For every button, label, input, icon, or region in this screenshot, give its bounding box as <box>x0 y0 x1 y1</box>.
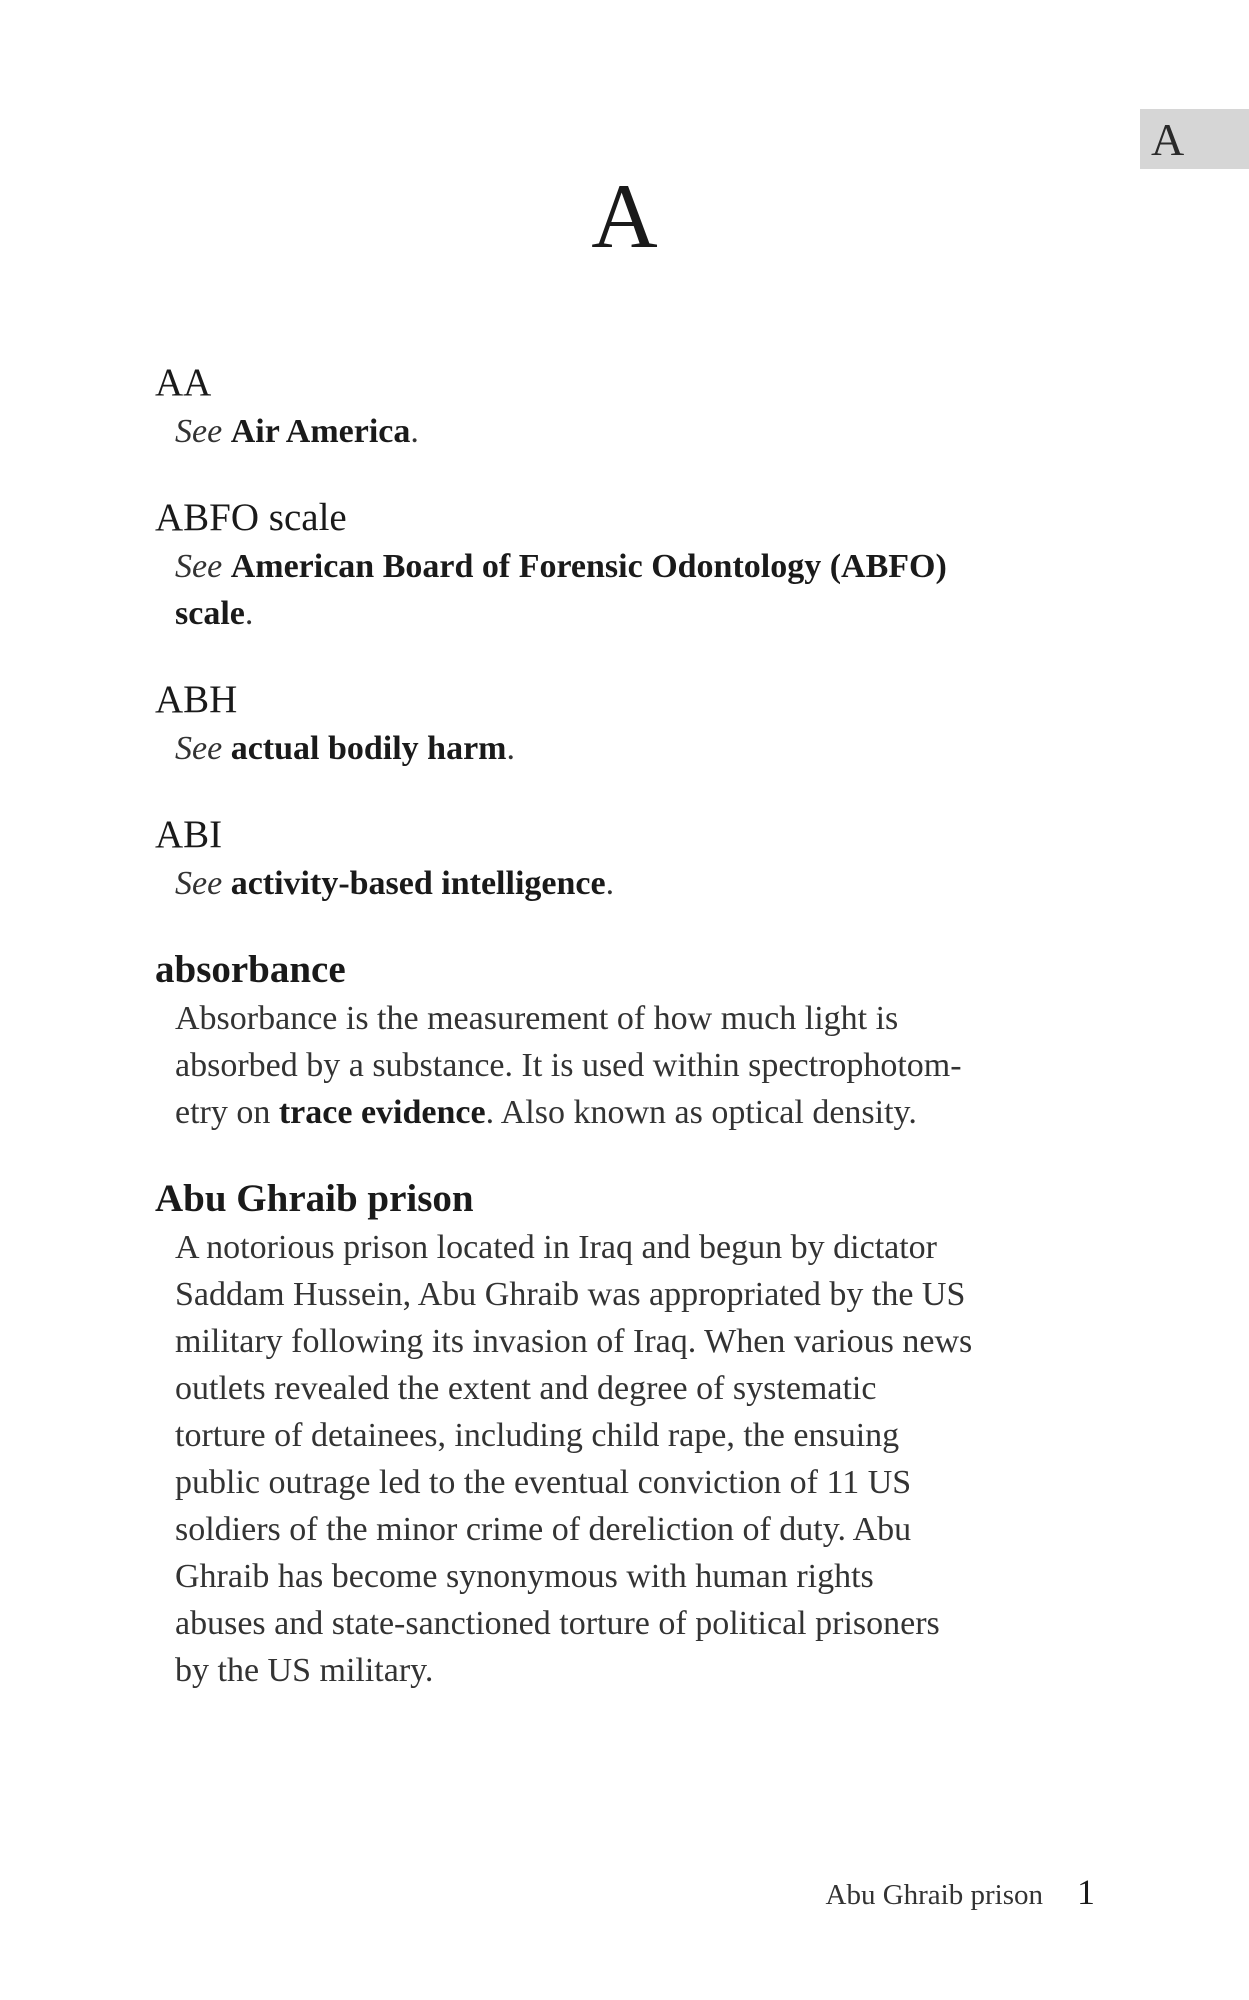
see-label: See <box>175 413 223 450</box>
definition-line: Saddam Hussein, Abu Ghraib was appropriated by the US <box>175 1276 966 1313</box>
definition-line <box>175 590 1105 637</box>
definition-line <box>175 1089 1105 1136</box>
entry-abi <box>155 810 1105 907</box>
cross-reference: American Board of Forensic Odontology (ABFO) <box>230 548 947 585</box>
cross-reference: Air America <box>230 413 411 450</box>
entry-headword: ABFO scale <box>155 496 347 539</box>
definition-line: by the US military. <box>175 1652 434 1689</box>
see-label: See <box>175 730 223 767</box>
page-number: 1 <box>1077 1872 1095 1912</box>
cross-reference: scale <box>175 595 245 632</box>
definition-line <box>175 543 1105 590</box>
entry-definition <box>175 1224 1105 1694</box>
see-label: See <box>175 548 223 585</box>
chapter-heading: A <box>591 165 658 267</box>
thumb-index-tab <box>1140 109 1249 169</box>
definition-line: Ghraib has become synonymous with human rights <box>175 1558 874 1595</box>
definition-line: public outrage led to the eventual conviction of 11 US <box>175 1464 912 1501</box>
definition-line: absorbed by a substance. It is used within spectrophotom- <box>175 1047 962 1084</box>
definition-line: abuses and state-sanctioned torture of political prisoners <box>175 1605 940 1642</box>
entry-headword: Abu Ghraib prison <box>155 1177 474 1220</box>
definition-line: soldiers of the minor crime of dereliction of duty. Abu <box>175 1511 912 1548</box>
see-label: See <box>175 865 223 902</box>
definition-line: military following its invasion of Iraq. When various news <box>175 1323 973 1360</box>
entry-abh <box>155 675 1105 772</box>
end-punct: . <box>410 413 419 450</box>
definition-line: outlets revealed the extent and degree of systematic <box>175 1370 877 1407</box>
entry-abfo-scale <box>155 493 1105 637</box>
definition-line: torture of detainees, including child rape, the ensuing <box>175 1417 900 1454</box>
entry-abu-ghraib-prison <box>155 1174 1105 1694</box>
end-punct: . <box>244 595 254 632</box>
entry-definition <box>175 408 1105 455</box>
page-footer <box>826 1871 1095 1913</box>
text-run: etry on <box>175 1094 279 1131</box>
entry-headword: ABI <box>155 813 223 856</box>
entry-definition <box>175 995 1105 1136</box>
cross-reference: activity-based intelligence <box>230 865 606 902</box>
entry-headword: AA <box>155 361 212 404</box>
end-punct: . <box>506 730 515 767</box>
entry-headword: absorbance <box>155 948 346 991</box>
thumb-tab-letter: A <box>1151 113 1185 165</box>
cross-reference: actual bodily harm <box>230 730 507 767</box>
cross-reference: trace evidence <box>278 1094 486 1131</box>
entry-absorbance <box>155 945 1105 1136</box>
entry-headword: ABH <box>155 678 238 721</box>
definition-line: Absorbance is the measurement of how much light is <box>175 1000 899 1037</box>
entry-definition <box>175 725 1105 772</box>
entry-definition <box>175 543 1105 637</box>
text-run: . Also known as optical density. <box>485 1094 917 1131</box>
running-head: Abu Ghraib prison <box>825 1879 1043 1911</box>
dictionary-entries <box>155 358 1105 1732</box>
entry-definition <box>175 860 1105 907</box>
end-punct: . <box>605 865 615 902</box>
entry-aa <box>155 358 1105 455</box>
definition-line: A notorious prison located in Iraq and begun by dictator <box>175 1229 937 1266</box>
